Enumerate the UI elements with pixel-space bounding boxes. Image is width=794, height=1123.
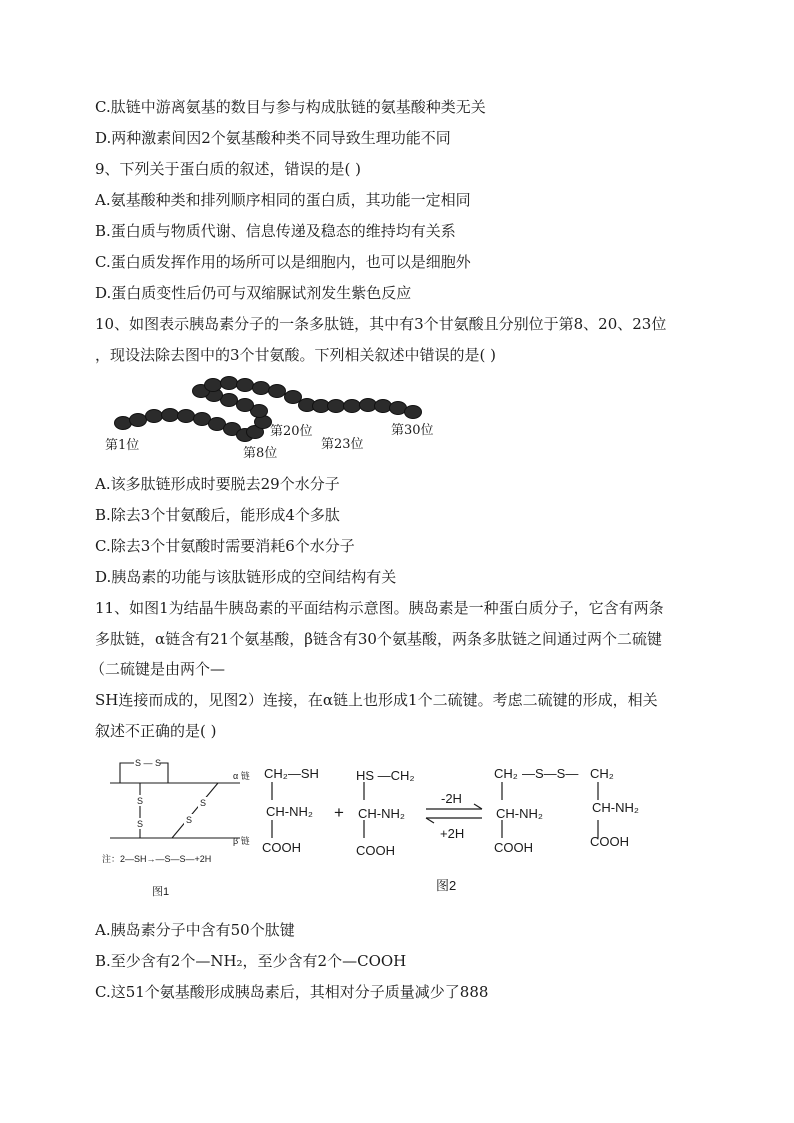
q9-option-b: B.蛋白质与物质代谢、信息传递及稳态的维持均有关系: [95, 222, 456, 240]
amino-acid-bead: [313, 400, 330, 413]
q11-option-c: C.这51个氨基酸形成胰岛素后，其相对分子质量减少了888: [95, 983, 489, 1001]
mol1-ch-nh2: CH-NH₂: [266, 804, 313, 819]
q11-stem-line5: 叙述不正确的是( ): [95, 722, 217, 740]
q8-option-c: C.肽链中游离氨基的数目与参与构成肽链的氨基酸种类无关: [95, 98, 486, 116]
amino-acid-bead: [344, 400, 361, 413]
q10-option-b: B.除去3个甘氨酸后，能形成4个多肽: [95, 506, 340, 524]
amino-acid-bead: [178, 410, 195, 423]
amino-acid-bead: [269, 385, 286, 398]
product-left-cooh: COOH: [494, 840, 533, 855]
amino-acid-bead: [360, 399, 377, 412]
reverse-plus-2h: +2H: [440, 826, 465, 841]
product-ch2-right: CH₂: [590, 766, 614, 781]
amino-acid-bead: [390, 402, 407, 415]
label-position-1: 第1位: [105, 438, 140, 453]
product-disulfide: —S—S—: [522, 766, 579, 781]
q10-option-c: C.除去3个甘氨酸时需要消耗6个水分子: [95, 537, 355, 555]
q8-option-d: D.两种激素间因2个氨基酸种类不同导致生理功能不同: [95, 129, 451, 147]
q9-option-c: C.蛋白质发挥作用的场所可以是细胞内，也可以是细胞外: [95, 253, 471, 271]
amino-acid-bead: [146, 410, 163, 423]
amino-acid-bead: [115, 417, 132, 430]
q11-stem-line4: SH连接而成的，见图2）连接，在α链上也形成1个二硫键。考虑二硫键的形成，相关: [95, 691, 658, 709]
interchain-s-label-2: S: [137, 819, 144, 829]
figure1-caption: 图1: [152, 886, 170, 898]
q11-stem-line1: 11、如图1为结晶牛胰岛素的平面结构示意图。胰岛素是一种蛋白质分子，它含有两条: [95, 599, 664, 617]
figure1-note: 注：2—SH→—S—S—+2H: [102, 854, 212, 864]
amino-acid-bead: [328, 400, 345, 413]
q10-stem-line2: ，现设法除去图中的3个甘氨酸。下列相关叙述中错误的是( ): [95, 346, 497, 364]
amino-acid-bead: [253, 382, 270, 395]
beta-chain-label: β 链: [233, 836, 250, 846]
mol2-hs-ch2: HS —CH₂: [356, 768, 415, 783]
amino-acid-bead: [221, 394, 238, 407]
mol1-ch2-sh: CH₂—SH: [264, 766, 319, 781]
amino-acid-bead: [237, 379, 254, 392]
amino-acid-bead: [130, 414, 147, 427]
peptide-chain-figure: [95, 375, 455, 465]
q10-stem-line1: 10、如图表示胰岛素分子的一条多肽链，其中有3个甘氨酸且分别位于第8、20、23位: [95, 315, 667, 333]
amino-acid-bead: [237, 399, 254, 412]
amino-acid-bead: [205, 379, 222, 392]
q11-option-b: B.至少含有2个—NH₂，至少含有2个—COOH: [95, 952, 407, 970]
amino-acid-bead: [375, 400, 392, 413]
product-left-ch-nh2: CH-NH₂: [496, 806, 543, 821]
q9-stem: 9、下列关于蛋白质的叙述，错误的是( ): [95, 160, 362, 178]
interchain-s-label-3: S: [186, 815, 193, 825]
amino-acid-bead: [221, 377, 238, 390]
q11-stem-line2: 多肽链，α链含有21个氨基酸，β链含有30个氨基酸，两条多肽链之间通过两个二硫键: [95, 630, 662, 648]
product-ch2-left: CH₂: [494, 766, 518, 781]
q10-option-a: A.该多肽链形成时要脱去29个水分子: [95, 475, 340, 493]
label-position-30: 第30位: [391, 423, 434, 438]
q9-option-d: D.蛋白质变性后仍可与双缩脲试剂发生紫色反应: [95, 284, 412, 302]
alpha-chain-label: α 链: [233, 771, 250, 781]
figure2-caption: 图2: [436, 878, 457, 893]
forward-minus-2h: -2H: [441, 791, 462, 806]
q11-option-a: A.胰岛素分子中含有50个肽键: [95, 921, 295, 939]
interchain-s-label-4: S: [200, 798, 207, 808]
interchain-s-label-1: S: [137, 796, 144, 806]
amino-acid-bead: [405, 406, 422, 419]
amino-acid-bead: [209, 418, 226, 431]
product-right-cooh: COOH: [590, 834, 629, 849]
label-position-8: 第8位: [243, 446, 278, 461]
insulin-structure-figure-1: [100, 755, 270, 900]
amino-acid-bead: [162, 409, 179, 422]
product-right-ch-nh2: CH-NH₂: [592, 800, 639, 815]
amino-acid-bead: [194, 413, 211, 426]
amino-acid-bead: [285, 391, 302, 404]
q10-option-d: D.胰岛素的功能与该肽链形成的空间结构有关: [95, 568, 397, 586]
q11-stem-line3: （二硫键是由两个—: [90, 660, 226, 678]
mol1-cooh: COOH: [262, 840, 301, 855]
disulfide-reaction-figure-2: [260, 760, 660, 895]
mol2-cooh: COOH: [356, 843, 395, 858]
alpha-disulfide-label: S — S: [135, 758, 162, 768]
plus-sign: +: [334, 803, 344, 822]
mol2-ch-nh2: CH-NH₂: [358, 806, 405, 821]
label-position-20: 第20位: [270, 424, 313, 439]
peptide-beads: [115, 377, 422, 442]
q9-option-a: A.氨基酸种类和排列顺序相同的蛋白质，其功能一定相同: [95, 191, 471, 209]
label-position-23: 第23位: [321, 437, 364, 452]
